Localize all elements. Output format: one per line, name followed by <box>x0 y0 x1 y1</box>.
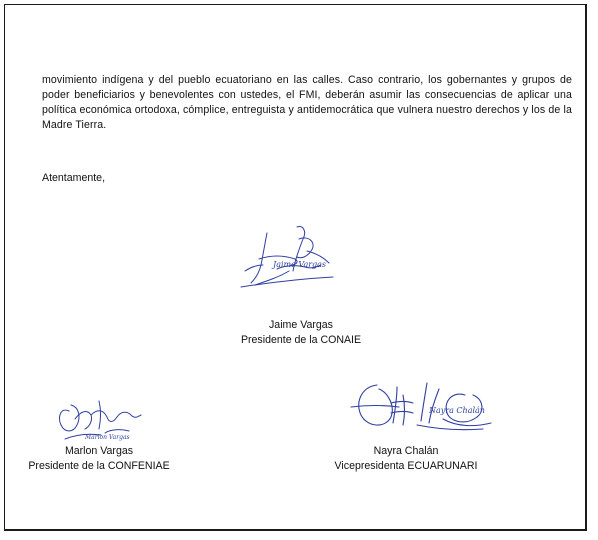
signatory-left-name: Marlon Vargas <box>64 445 134 457</box>
signature-nayra-chalan <box>347 377 497 439</box>
signature-nayra-chalan-text: Nayra Chalán <box>429 406 485 415</box>
document-page <box>4 4 587 531</box>
signature-jaime-vargas-text: Jaime Vargas <box>273 260 327 269</box>
signature-marlon-vargas <box>51 389 151 445</box>
signatory-right-role: Vicepresidenta ECUARUNARI <box>334 460 478 472</box>
letter-closing: Atentamente, <box>42 172 106 184</box>
signatory-left-role: Presidente de la CONFENIAE <box>28 460 170 472</box>
signatory-center <box>201 318 401 348</box>
signature-jaime-vargas <box>237 221 347 293</box>
signature-marlon-vargas-text: Marlon Vargas <box>85 434 130 441</box>
signatory-center-name: Jaime Vargas <box>269 319 333 331</box>
signatory-right <box>331 444 481 474</box>
signatory-center-role: Presidente de la CONAIE <box>240 334 362 346</box>
signatory-right-name: Nayra Chalán <box>373 445 439 457</box>
letter-paragraph: movimiento indígena y del pueblo ecuatoriano en las calles. Caso contrario, los gobernantes y grupos de poder beneficiarios y benevolentes con ustedes, el FMI, deberán asumir las consecuencias de aplicar una política económica ortodoxa, cómplice, entreguista y antidemocrática que vulnera nuestro derechos y los de la Madre Tierra. <box>42 74 572 131</box>
signatory-left <box>19 444 179 474</box>
